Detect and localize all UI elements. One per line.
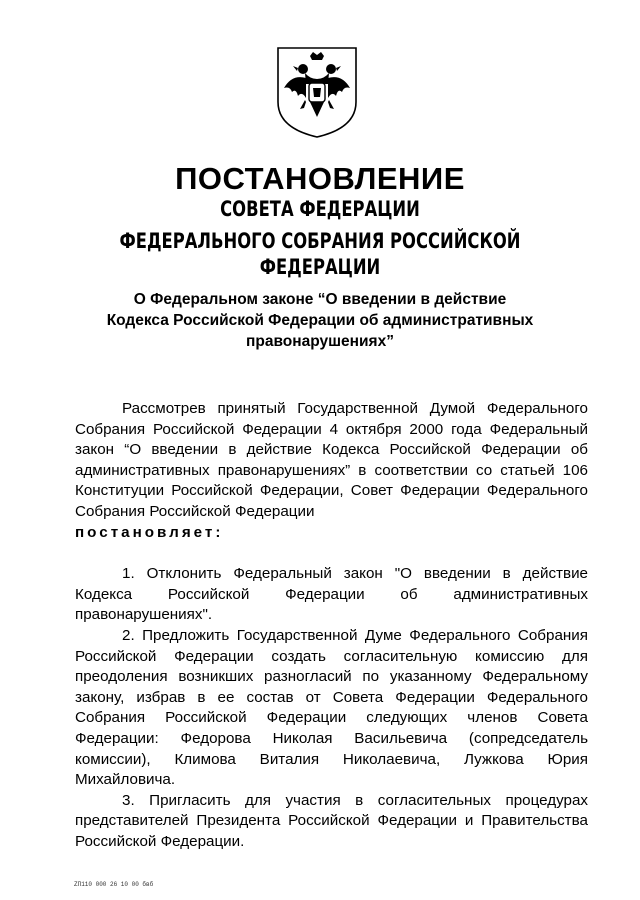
paragraph-gap [75, 543, 588, 564]
issuer-line-2: ФЕДЕРАЛЬНОГО СОБРАНИЯ РОССИЙСКОЙ ФЕДЕРАЦИИ [119, 229, 521, 279]
clause-3: 3. Пригласить для участия в согласительных процедурах представителей Президента Российской Федерации и Правительства Российской Федерации. [75, 791, 588, 850]
subject-line-3: правонарушениях” [246, 333, 394, 350]
resolves-word: постановляет: [75, 523, 224, 541]
issuer-line-1: СОВЕТА ФЕДЕРАЦИИ [220, 197, 420, 221]
resolution-subject [70, 289, 570, 352]
clause-1: 1. Отклонить Федеральный закон "О введении в действие Кодекса Российской Федерации об административных правонарушениях". [75, 565, 588, 624]
subject-line-1: О Федеральном законе “О введении в действие [133, 291, 507, 308]
coat-of-arms-emblem-icon [272, 44, 362, 140]
footer-registration-code: ZП110 000 26 10 00 бвб [74, 881, 154, 888]
clause-2: 2. Предложить Государственной Думе Федерального Собрания Российской Федерации создать согласительную комиссию для преодоления возникших разногласий по указанному Федеральному закону, избрав в ее состав от Совета Федерации Федерального Собрания Российской Федерации следующих членов Совета Федерации: Федорова Николая Васильевича (сопредседатель комиссии), Климова Виталия Николаевича, Лужкова Юрия Михайловича. [75, 626, 588, 789]
preamble-paragraph: Рассмотрев принятый Государственной Думой Федерального Собрания Российской Федерации 4 октября 2000 года Федеральный закон “О введении в действие Кодекса Российской Федерации об административных правонарушениях” в соответствии со статьей 106 Конституции Российской Федерации, Совет Федерации Федерального Собрания Российской Федерации [75, 400, 588, 520]
subject-line-2: Кодекса Российской Федерации об административных [106, 312, 534, 329]
resolution-body [75, 399, 588, 852]
document-title: ПОСТАНОВЛЕНИЕ [175, 161, 465, 196]
